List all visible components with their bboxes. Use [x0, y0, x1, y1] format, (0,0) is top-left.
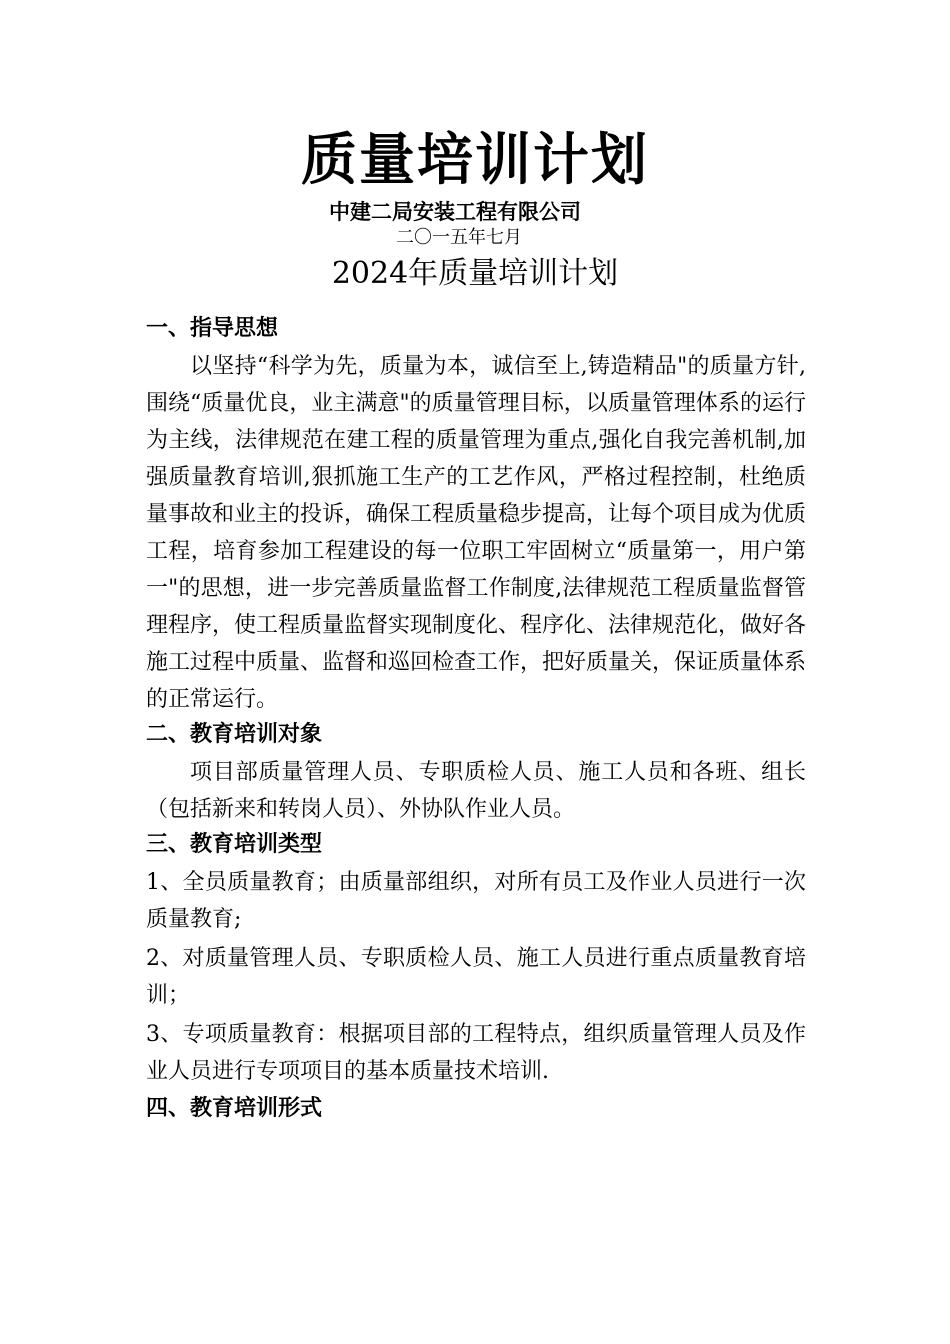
section-paragraph-guiding-ideology: 以坚持“科学为先，质量为本，诚信至上,铸造精品"的质量方针,围绕“质量优良，业主满意"的质量管理目标，以质量管理体系的运行为主线，法律规范在建工程的质量管理为重点,强化自我完善机制,加强质量教育培训,狠抓施工生产的工艺作风，严格过程控制，杜绝质量事故和业主的投诉，确保工程质量稳步提高，让每个项目成为优质工程，培育参加工程建设的每一位职工牢固树立“质量第一，用户第一"的思想，进一步完善质量监督工作制度,法律规范工程质量监督管理程序，使工程质量监督实现制度化、程序化、法律规范化，做好各施工过程中质量、监督和巡回检查工作，把好质量关，保证质量体系的正常运行。 [146, 354, 807, 712]
list-item: 2、对质量管理人员、专职质检人员、施工人员进行重点质量教育培训； [146, 946, 806, 1008]
document-title: 质量培训计划 [301, 128, 649, 193]
document-subtitle: 2024年质量培训计划 [331, 256, 619, 291]
list-item: 3、专项质量教育：根据项目部的工程特点，组织质量管理人员及作业人员进行专项项目的基本质量技术培训. [146, 1022, 806, 1084]
company-name: 中建二局安装工程有限公司 [329, 200, 581, 224]
section-paragraph-training-targets: 项目部质量管理人员、专职质检人员、施工人员和各班、组长（包括新来和转岗人员）、外协队作业人员。 [146, 760, 806, 822]
section-heading-training-forms: 四、教育培训形式 [146, 1096, 323, 1121]
document-body [146, 312, 806, 1128]
section-heading-guiding-ideology: 一、指导思想 [146, 316, 279, 341]
section-heading-training-types: 三、教育培训类型 [146, 832, 323, 857]
section-heading-training-targets: 二、教育培训对象 [146, 722, 323, 747]
list-item: 1、全员质量教育；由质量部组织，对所有员工及作业人员进行一次质量教育; [146, 870, 806, 932]
document-date: 二〇一五年七月 [396, 227, 522, 248]
